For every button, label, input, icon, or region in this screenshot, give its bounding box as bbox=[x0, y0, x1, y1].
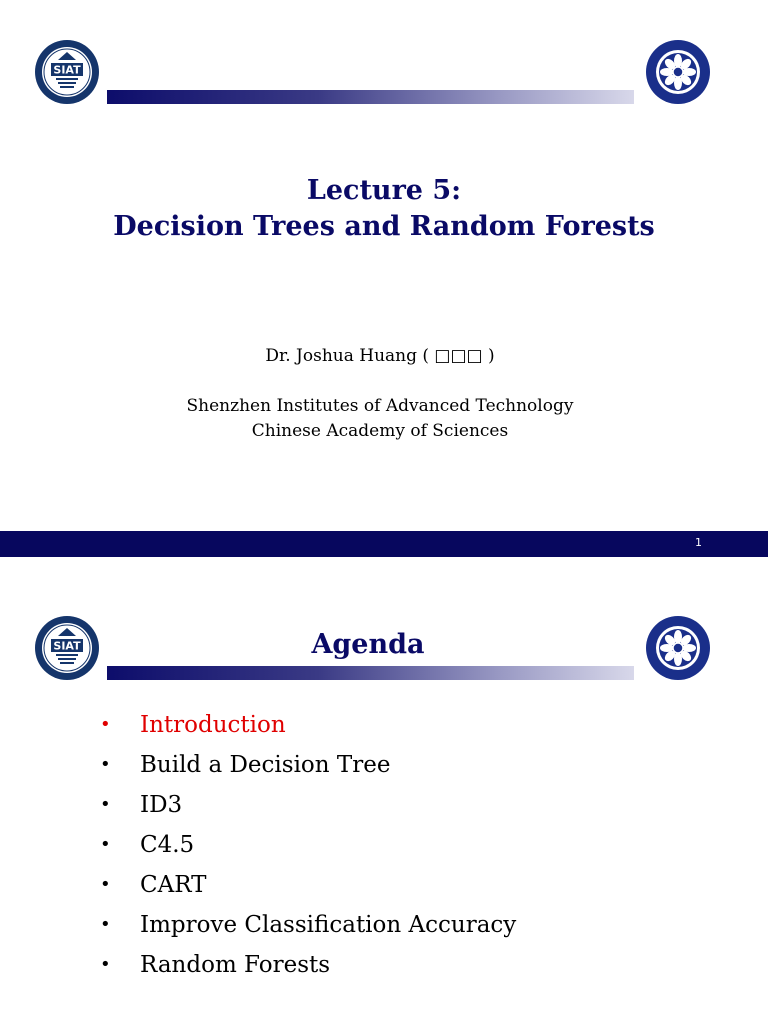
cas-logo-icon bbox=[645, 615, 711, 681]
svg-text:SIAT: SIAT bbox=[53, 63, 81, 77]
agenda-item-label: Introduction bbox=[140, 712, 286, 738]
bullet-icon: • bbox=[100, 754, 111, 775]
header-gradient-bar bbox=[107, 90, 634, 104]
lecture-title-line1: Lecture 5: bbox=[306, 175, 462, 206]
agenda-item-label: ID3 bbox=[140, 792, 183, 818]
page-number: 1 bbox=[695, 536, 702, 549]
agenda-item-label: C4.5 bbox=[140, 832, 195, 858]
agenda-item-label: Improve Classification Accuracy bbox=[140, 912, 517, 938]
institution-line2: Chinese Academy of Sciences bbox=[251, 421, 509, 441]
bullet-icon: • bbox=[100, 794, 111, 815]
bullet-icon: • bbox=[100, 914, 111, 935]
header-gradient-bar bbox=[107, 666, 634, 680]
bullet-icon: • bbox=[100, 834, 111, 855]
author-name: Dr. Joshua Huang ( □□□ ) bbox=[265, 346, 495, 366]
footer-bar bbox=[0, 531, 768, 557]
lecture-title-line2: Decision Trees and Random Forests bbox=[113, 211, 655, 242]
agenda-item-label: Random Forests bbox=[140, 952, 331, 978]
agenda-title: Agenda bbox=[311, 629, 425, 660]
bullet-icon: • bbox=[100, 874, 111, 895]
bullet-icon: • bbox=[100, 714, 111, 735]
siat-logo-icon bbox=[34, 39, 100, 105]
bullet-icon: • bbox=[100, 954, 111, 975]
agenda-item-label: Build a Decision Tree bbox=[140, 752, 391, 778]
cas-logo-icon bbox=[645, 39, 711, 105]
institution-line1: Shenzhen Institutes of Advanced Technology bbox=[186, 396, 574, 416]
svg-text:SIAT: SIAT bbox=[53, 639, 81, 653]
agenda-slide bbox=[0, 575, 768, 1024]
agenda-item-label: CART bbox=[140, 872, 207, 898]
